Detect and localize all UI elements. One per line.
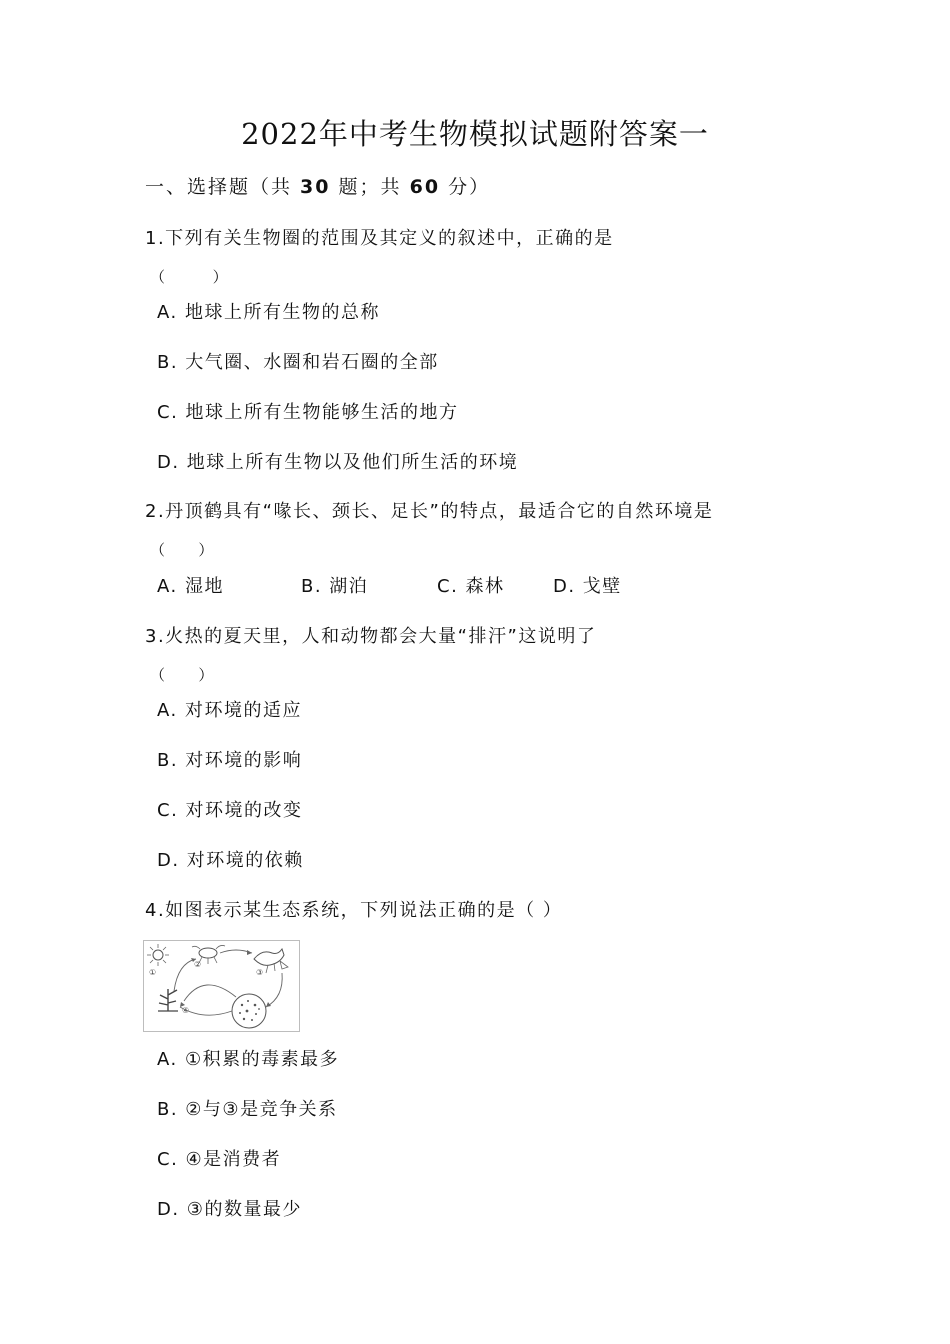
figure-label-2: ② bbox=[194, 960, 202, 969]
question-2-stem: 2.丹顶鹤具有“喙长、颈长、足长”的特点，最适合它的自然环境是 bbox=[145, 501, 714, 522]
question-1-stem: 1.下列有关生物圈的范围及其定义的叙述中，正确的是 bbox=[145, 228, 614, 249]
question-4-option-d: D. ③的数量最少 bbox=[157, 1199, 302, 1220]
question-count: 30 bbox=[300, 176, 331, 198]
decomposer-circle bbox=[232, 994, 266, 1028]
arrow-heads bbox=[180, 950, 271, 1007]
question-1-option-a: A. 地球上所有生物的总称 bbox=[157, 302, 380, 323]
question-4-option-a: A. ①积累的毒素最多 bbox=[157, 1049, 340, 1070]
energy-flow-arrows bbox=[174, 950, 282, 1015]
question-2-option-d: D. 戈壁 bbox=[553, 576, 622, 597]
question-2-options bbox=[157, 572, 657, 596]
question-3-answer-blank: （ ） bbox=[150, 666, 214, 684]
figure-label-1: ① bbox=[149, 968, 157, 977]
sun-icon bbox=[147, 944, 169, 966]
figure-label-4: ④ bbox=[182, 1006, 190, 1015]
question-1-option-c: C. 地球上所有生物能够生活的地方 bbox=[157, 402, 459, 423]
question-3-option-d: D. 对环境的依赖 bbox=[157, 850, 304, 871]
question-3-option-a: A. 对环境的适应 bbox=[157, 700, 302, 721]
question-3-option-c: C. 对环境的改变 bbox=[157, 800, 303, 821]
section-heading bbox=[145, 172, 490, 199]
section-suffix: 分） bbox=[440, 176, 491, 198]
plant-icon bbox=[158, 989, 178, 1011]
ecosystem-diagram bbox=[143, 940, 300, 1032]
ecosystem-diagram-svg bbox=[144, 941, 299, 1031]
section-prefix: 一、选择题（共 bbox=[145, 176, 301, 198]
section-mid: 题；共 bbox=[330, 176, 410, 198]
question-2-option-c: C. 森林 bbox=[437, 576, 505, 597]
total-score: 60 bbox=[409, 176, 441, 198]
question-4-option-c: C. ④是消费者 bbox=[157, 1149, 282, 1170]
question-4-option-b: B. ②与③是竞争关系 bbox=[157, 1099, 338, 1120]
document-title: 2022年中考生物模拟试题附答案一 bbox=[241, 117, 709, 151]
question-1-option-b: B. 大气圈、水圈和岩石圈的全部 bbox=[157, 352, 439, 373]
question-2-option-a: A. 湿地 bbox=[157, 576, 224, 597]
question-2-option-b: B. 湖泊 bbox=[301, 576, 369, 597]
figure-label-3: ③ bbox=[256, 968, 264, 977]
question-2-answer-blank: （ ） bbox=[150, 541, 214, 559]
question-3-option-b: B. 对环境的影响 bbox=[157, 750, 303, 771]
question-1-option-d: D. 地球上所有生物以及他们所生活的环境 bbox=[157, 452, 519, 473]
question-4-stem: 4.如图表示某生态系统，下列说法正确的是（ ） bbox=[145, 900, 563, 921]
question-3-stem: 3.火热的夏天里，人和动物都会大量“排汗”这说明了 bbox=[145, 626, 597, 647]
question-1-answer-blank: （ ） bbox=[150, 268, 228, 286]
